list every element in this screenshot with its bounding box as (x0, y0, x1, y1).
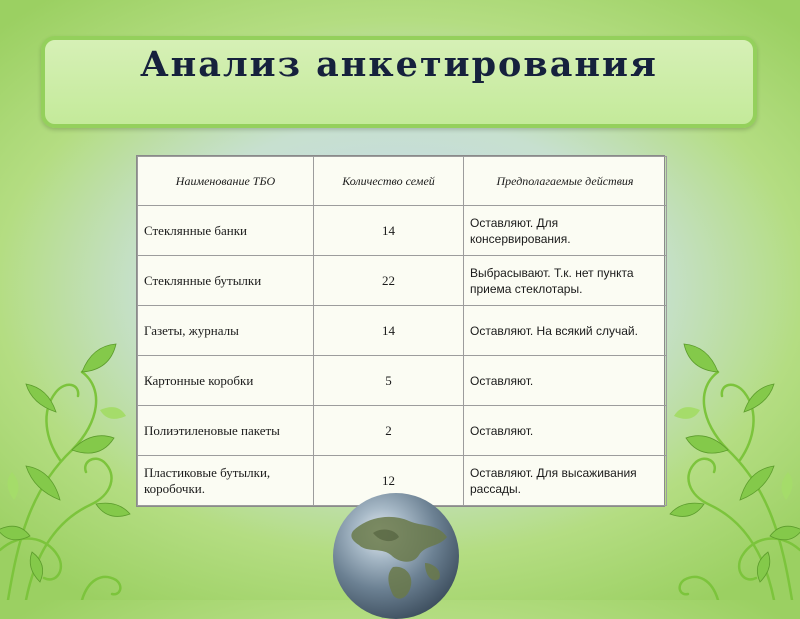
header-qty: Количество семей (314, 157, 464, 206)
survey-table (136, 155, 665, 507)
cell-name: Полиэтиленовые пакеты (138, 406, 314, 456)
header-name: Наименование ТБО (138, 157, 314, 206)
table-row (138, 206, 667, 256)
cell-qty: 12 (314, 456, 464, 506)
cell-action: Выбрасывают. Т.к. нет пункта приема стеклотары. (464, 256, 667, 306)
table-row (138, 406, 667, 456)
cell-name: Стеклянные бутылки (138, 256, 314, 306)
table-row (138, 356, 667, 406)
table-header-row (138, 157, 667, 206)
leaf-vine-icon (660, 300, 800, 600)
cell-qty: 22 (314, 256, 464, 306)
cell-action: Оставляют. (464, 406, 667, 456)
cell-name: Газеты, журналы (138, 306, 314, 356)
cell-action: Оставляют. Для консервирования. (464, 206, 667, 256)
cell-action: Оставляют. На всякий случай. (464, 306, 667, 356)
cell-qty: 14 (314, 206, 464, 256)
cell-action: Оставляют. Для высаживания рассады. (464, 456, 667, 506)
globe-icon (333, 493, 459, 619)
cell-action: Оставляют. (464, 356, 667, 406)
title-banner (41, 36, 757, 128)
page-title: Анализ анкетирования (140, 44, 658, 85)
cell-name: Картонные коробки (138, 356, 314, 406)
table-row (138, 256, 667, 306)
cell-qty: 14 (314, 306, 464, 356)
table-row (138, 306, 667, 356)
cell-name: Пластиковые бутылки, коробочки. (138, 456, 314, 506)
header-action: Предполагаемые действия (464, 157, 667, 206)
cell-qty: 2 (314, 406, 464, 456)
cell-qty: 5 (314, 356, 464, 406)
cell-name: Стеклянные банки (138, 206, 314, 256)
leaf-vine-icon (0, 300, 140, 600)
